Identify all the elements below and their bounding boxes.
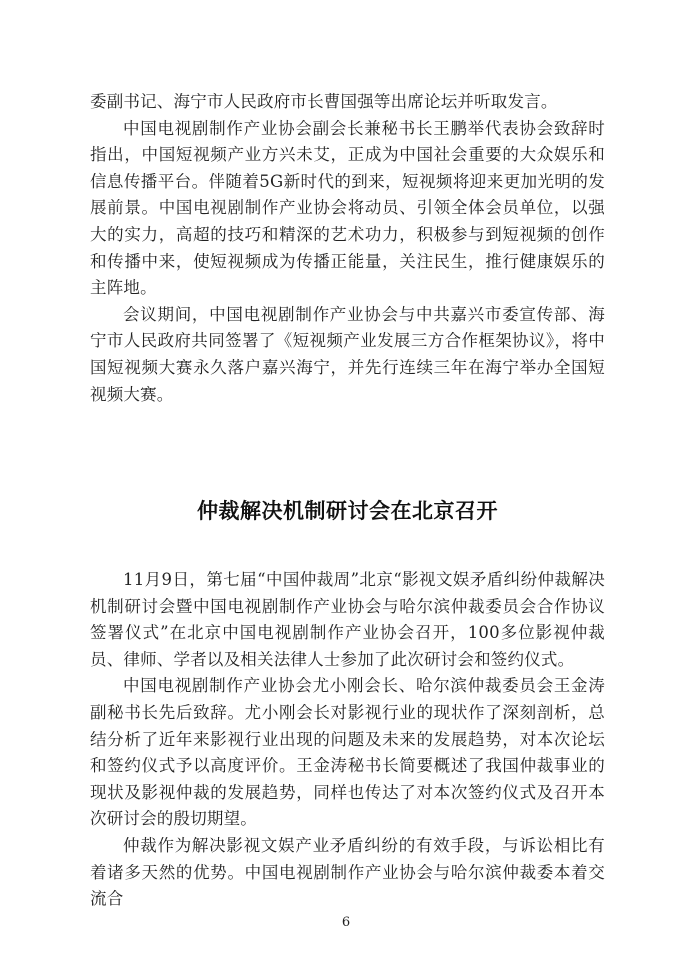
paragraph: 仲裁作为解决影视文娱产业矛盾纠纷的有效手段，与诉讼相比有着诸多天然的优势。中国电视剧制作产业协会与哈尔滨仲裁委本着交流合 xyxy=(90,835,605,909)
page-number: 6 xyxy=(341,915,351,930)
paragraph: 中国电视剧制作产业协会副会长兼秘书长王鹏举代表协会致辞时指出，中国短视频产业方兴未艾，正成为中国社会重要的大众娱乐和信息传播平台。伴随着5G新时代的到来，短视频将迎来更加光明的发展前景。中国电视剧制作产业协会将动员、引领全体会员单位，以强大的实力，高超的技巧和精深的艺术功力，积极参与到短视频的创作和传播中来，使短视频成为传播正能量，关注民生，推行健康娱乐的主阵地。 xyxy=(90,118,605,298)
paragraph-continued: 委副书记、海宁市人民政府市长曹国强等出席论坛并听取发言。 xyxy=(90,92,558,111)
article-heading: 仲裁解决机制研讨会在北京召开 xyxy=(197,499,498,523)
article-continuation xyxy=(90,89,605,408)
article-body xyxy=(90,567,605,913)
paragraph: 11月9日，第七届“中国仲裁周”北京“影视文娱矛盾纠纷仲裁解决机制研讨会暨中国电视剧制作产业协会与哈尔滨仲裁委员会合作协议签署仪式”在北京中国电视剧制作产业协会召开，100多位影视仲裁员、律师、学者以及相关法律人士参加了此次研讨会和签约仪式。 xyxy=(90,570,605,669)
paragraph: 会议期间，中国电视剧制作产业协会与中共嘉兴市委宣传部、海宁市人民政府共同签署了《短视频产业发展三方合作框架协议》，将中国短视频大赛永久落户嘉兴海宁，并先行连续三年在海宁举办全国短视频大赛。 xyxy=(90,304,605,404)
paragraph: 中国电视剧制作产业协会尤小刚会长、哈尔滨仲裁委员会王金涛副秘书长先后致辞。尤小刚会长对影视行业的现状作了深刻剖析，总结分析了近年来影视行业出现的问题及未来的发展趋势，对本次论坛和签约仪式予以高度评价。王金涛秘书长简要概述了我国仲裁事业的现状及影视仲裁的发展趋势，同样也传达了对本次签约仪式及召开本次研讨会的殷切期望。 xyxy=(90,676,605,829)
